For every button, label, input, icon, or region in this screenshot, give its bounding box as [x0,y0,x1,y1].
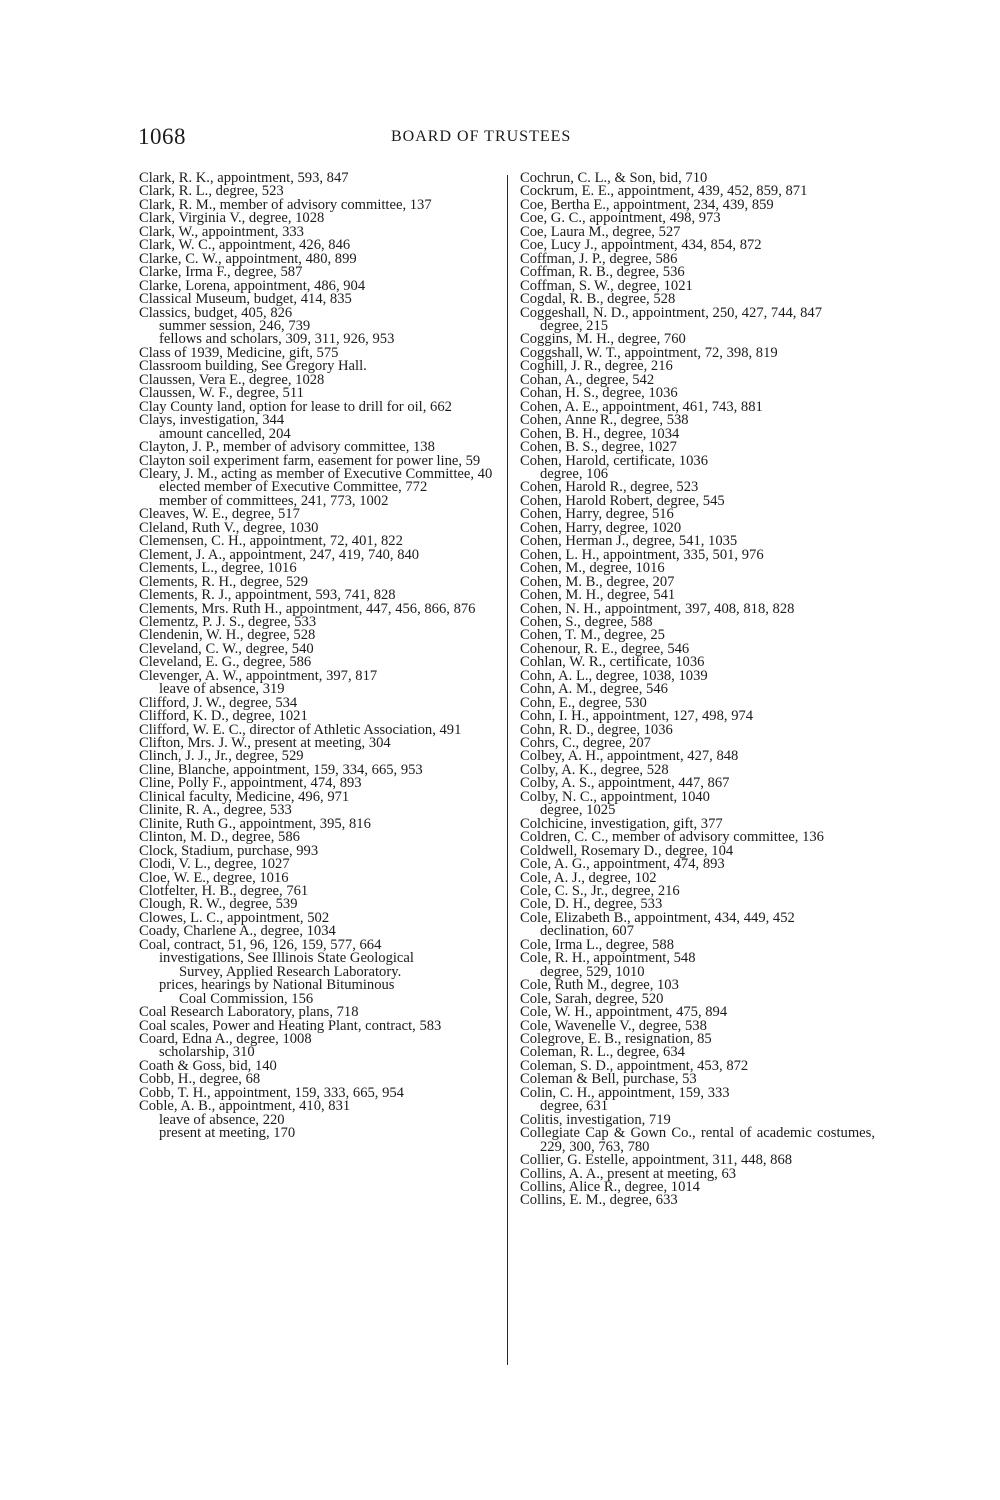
index-entry: Clementz, P. J. S., degree, 533 [139,613,317,630]
index-subentry: degree, 106 [540,465,609,482]
index-entry: Clifford, J. W., degree, 534 [139,694,298,711]
index-entry: Coath & Goss, bid, 140 [139,1057,277,1074]
index-entry: Coleman, S. D., appointment, 453, 872 [520,1057,749,1074]
index-entry: Clark, Virginia V., degree, 1028 [139,210,325,227]
index-entry: Claussen, Vera E., degree, 1028 [139,371,325,388]
column-divider [507,175,508,1365]
index-entry: Cohrs, C., degree, 207 [520,735,651,752]
index-entry: Cleary, J. M., acting as member of Executive Committee, 40 [139,465,493,482]
index-entry: Coleman & Bell, purchase, 53 [520,1071,697,1088]
page-number: 1068 [138,124,186,149]
index-subentry: summer session, 246, 739 [159,317,311,334]
index-entry: Cohen, Harry, degree, 1020 [520,519,682,536]
index-entry: Colby, A. K., degree, 528 [520,761,669,778]
index-entry: Colbey, A. H., appointment, 427, 848 [520,748,739,765]
index-subentry: degree, 215 [540,317,609,334]
index-entry: Clowes, L. C., appointment, 502 [139,909,330,926]
index-entry: Cole, Sarah, degree, 520 [520,990,664,1007]
index-entry: Cohan, H. S., degree, 1036 [520,385,678,402]
index-subentry: fellows and scholars, 309, 311, 926, 953 [159,331,395,348]
index-entry: Clayton soil experiment farm, easement for power line, 59 [139,452,481,469]
index-subentry: member of committees, 241, 773, 1002 [159,492,389,509]
index-entry: Coe, Laura M., degree, 527 [520,223,681,240]
index-entry: Cohen, L. H., appointment, 335, 501, 976 [520,546,764,563]
index-entry: Clarke, Irma F., degree, 587 [139,264,303,281]
index-entry: Cleveland, E. G., degree, 586 [139,654,312,671]
index-entry: Coffman, J. P., degree, 586 [520,250,678,267]
index-entry: Cohn, I. H., appointment, 127, 498, 974 [520,708,754,725]
index-entry: Cole, W. H., appointment, 475, 894 [520,1004,728,1021]
index-entry: Colchicine, investigation, gift, 377 [520,815,723,832]
index-entry: Clodi, V. L., degree, 1027 [139,856,290,873]
index-entry: Cohen, T. M., degree, 25 [520,627,665,644]
index-entry: Colby, N. C., appointment, 1040 [520,788,710,805]
index-entry: Clements, L., degree, 1016 [139,560,297,577]
index-entry: Cohen, M. B., degree, 207 [520,573,675,590]
index-entry: Coe, Lucy J., appointment, 434, 854, 872 [520,237,762,254]
index-entry: Coleman, R. L., degree, 634 [520,1044,685,1061]
index-entry: Cockrum, E. E., appointment, 439, 452, 859, 871 [520,183,808,200]
index-entry: Clark, R. L., degree, 523 [139,183,284,200]
index-subentry: amount cancelled, 204 [159,425,291,442]
index-entry: Cohen, A. E., appointment, 461, 743, 881 [520,398,763,415]
index-entry: Clements, R. H., degree, 529 [139,573,309,590]
index-entry: Coggshall, W. T., appointment, 72, 398, 819 [520,344,778,361]
index-entry: Cochrun, C. L., & Son, bid, 710 [520,170,708,186]
index-subentry: investigations, See Illinois State Geological [159,950,414,967]
index-entry: Clifton, Mrs. J. W., present at meeting, 304 [139,735,391,752]
index-entry: Coal, contract, 51, 96, 126, 159, 577, 664 [139,936,382,953]
index-entry: Clement, J. A., appointment, 247, 419, 740, 840 [139,546,420,563]
index-entry: Claussen, W. F., degree, 511 [139,385,304,402]
index-entry: Collins, E. M., degree, 633 [520,1192,678,1209]
index-entry: Cohen, Harold, certificate, 1036 [520,452,709,469]
index-entry: Clark, W., appointment, 333 [139,223,304,240]
index-entry: Clarke, C. W., appointment, 480, 899 [139,250,357,267]
index-entry: Clarke, Lorena, appointment, 486, 904 [139,277,366,294]
index-subentry: Coal Commission, 156 [179,990,314,1007]
index-entry: Clinical faculty, Medicine, 496, 971 [139,788,350,805]
index-entry: Cohen, M. H., degree, 541 [520,587,676,604]
index-entry: Cohen, Harold R., degree, 523 [520,479,699,496]
index-entry: Colby, A. S., appointment, 447, 867 [520,775,730,792]
index-entry: Cole, C. S., Jr., degree, 216 [520,883,680,900]
index-entry: Cohn, E., degree, 530 [520,694,647,711]
index-subentry: elected member of Executive Committee, 772 [159,479,428,496]
index-entry: Coffman, S. W., degree, 1021 [520,277,693,294]
index-subentry: degree, 1025 [540,802,616,819]
index-entry: Cohen, M., degree, 1016 [520,560,665,577]
index-column-right [520,172,875,1208]
index-entry: Clifford, K. D., degree, 1021 [139,708,308,725]
index-entry: Cobb, T. H., appointment, 159, 333, 665, 954 [139,1084,404,1101]
index-entry: Cole, Irma L., degree, 588 [520,936,674,953]
index-entry: Clay County land, option for lease to drill for oil, 662 [139,398,452,415]
index-entry: Coldren, C. C., member of advisory committee, 136 [520,829,824,846]
index-entry: Cohen, Herman J., degree, 541, 1035 [520,533,738,550]
page-header [138,124,838,152]
index-subentry: degree, 529, 1010 [540,963,645,980]
index-entry: Cole, Wavenelle V., degree, 538 [520,1017,707,1034]
index-entry: Clinite, R. A., degree, 533 [139,802,292,819]
index-entry: Cogdal, R. B., degree, 528 [520,291,676,308]
index-entry: Colitis, investigation, 719 [520,1111,671,1128]
index-subentry: leave of absence, 319 [159,681,285,698]
index-entry: Clevenger, A. W., appointment, 397, 817 [139,667,378,684]
index-entry: Coghill, J. R., degree, 216 [520,358,673,375]
index-entry: Cole, A. J., degree, 102 [520,869,657,886]
index-subentry: Survey, Applied Research Laboratory. [179,963,402,980]
index-entry: Class of 1939, Medicine, gift, 575 [139,344,339,361]
index-entry: Cole, Elizabeth B., appointment, 434, 449, 452 [520,909,795,926]
index-entry: Clark, R. K., appointment, 593, 847 [139,170,349,186]
index-entry: Clinch, J. J., Jr., degree, 529 [139,748,304,765]
index-entry: Cohan, A., degree, 542 [520,371,655,388]
index-entry: Clements, Mrs. Ruth H., appointment, 447, 456, 866, 876 [139,600,476,617]
index-entry: Collins, Alice R., degree, 1014 [520,1178,700,1195]
index-entry: Cline, Polly F., appointment, 474, 893 [139,775,362,792]
index-entry: Clinite, Ruth G., appointment, 395, 816 [139,815,371,832]
index-entry: Coggins, M. H., degree, 760 [520,331,686,348]
index-subentry: prices, hearings by National Bituminous [159,977,395,994]
index-entry: Cohen, S., degree, 588 [520,613,653,630]
index-entry: Cleland, Ruth V., degree, 1030 [139,519,319,536]
index-entry: Cole, R. H., appointment, 548 [520,950,696,967]
index-entry: Clinton, M. D., degree, 586 [139,829,300,846]
index-entry: Collins, A. A., present at meeting, 63 [520,1165,737,1182]
index-entry: Cleaves, W. E., degree, 517 [139,506,300,523]
index-entry: Cohen, Anne R., degree, 538 [520,412,689,429]
index-entry: Cloe, W. E., degree, 1016 [139,869,289,886]
index-entry: Colegrove, E. B., resignation, 85 [520,1031,712,1047]
index-entry: Cole, A. G., appointment, 474, 893 [520,856,725,873]
index-entry: Cole, Ruth M., degree, 103 [520,977,679,994]
index-entry: Clemensen, C. H., appointment, 72, 401, 822 [139,533,403,550]
index-entry: Cole, D. H., degree, 533 [520,896,663,913]
index-entry: Clays, investigation, 344 [139,412,285,429]
index-entry: Cline, Blanche, appointment, 159, 334, 665, 953 [139,761,423,778]
index-entry: Cleveland, C. W., degree, 540 [139,640,314,657]
index-entry: Cohenour, R. E., degree, 546 [520,640,690,657]
index-entry: Classics, budget, 405, 826 [139,304,293,321]
index-entry: Classical Museum, budget, 414, 835 [139,291,352,308]
index-entry: Cohen, B. S., degree, 1027 [520,439,677,456]
index-entry: Cobb, H., degree, 68 [139,1071,261,1088]
index-entry: Cohen, N. H., appointment, 397, 408, 818, 828 [520,600,795,617]
index-entry: Cohen, Harry, degree, 516 [520,506,674,523]
index-column-left [139,172,494,1141]
index-entry: Coal scales, Power and Heating Plant, contract, 583 [139,1017,442,1034]
index-entry: Cohn, A. L., degree, 1038, 1039 [520,667,708,684]
index-entry: Clough, R. W., degree, 539 [139,896,298,913]
index-entry: Clark, R. M., member of advisory committee, 137 [139,196,432,213]
index-entry: Coble, A. B., appointment, 410, 831 [139,1098,351,1115]
index-entry: Classroom building, See Gregory Hall. [139,358,367,375]
index-entry: Clements, R. J., appointment, 593, 741, 828 [139,587,396,604]
index-subentry: degree, 631 [540,1098,609,1115]
index-subentry: leave of absence, 220 [159,1111,285,1128]
index-entry: Coe, Bertha E., appointment, 234, 439, 859 [520,196,774,213]
index-entry: Clark, W. C., appointment, 426, 846 [139,237,351,254]
index-entry: Collegiate Cap & Gown Co., rental of academic costumes, 229, 300, 763, 780 [520,1125,875,1155]
index-entry: Coggeshall, N. D., appointment, 250, 427, 744, 847 [520,304,822,321]
index-entry: Coal Research Laboratory, plans, 718 [139,1004,359,1021]
running-head: BOARD OF TRUSTEES [391,128,572,145]
index-entry: Coard, Edna A., degree, 1008 [139,1031,312,1047]
index-entry: Clotfelter, H. B., degree, 761 [139,883,309,900]
index-entry: Cohn, A. M., degree, 546 [520,681,668,698]
index-entry: Clifford, W. E. C., director of Athletic Association, 491 [139,721,462,738]
index-entry: Cohlan, W. R., certificate, 1036 [520,654,705,671]
index-entry: Clendenin, W. H., degree, 528 [139,627,316,644]
index-entry: Coady, Charlene A., degree, 1034 [139,923,336,940]
index-entry: Colin, C. H., appointment, 159, 333 [520,1084,730,1101]
index-subentry: present at meeting, 170 [159,1125,296,1142]
index-entry: Clock, Stadium, purchase, 993 [139,842,319,859]
index-entry: Cohen, B. H., degree, 1034 [520,425,680,442]
index-entry: Coffman, R. B., degree, 536 [520,264,685,281]
index-entry: Clayton, J. P., member of advisory committee, 138 [139,439,435,456]
index-entry: Coe, G. C., appointment, 498, 973 [520,210,721,227]
index-entry: Cohen, Harold Robert, degree, 545 [520,492,725,509]
index-subentry: scholarship, 310 [159,1044,255,1061]
index-entry: Collier, G. Estelle, appointment, 311, 448, 868 [520,1152,793,1169]
index-entry: Coldwell, Rosemary D., degree, 104 [520,842,734,859]
index-entry: Cohn, R. D., degree, 1036 [520,721,673,738]
index-subentry: declination, 607 [540,923,635,940]
